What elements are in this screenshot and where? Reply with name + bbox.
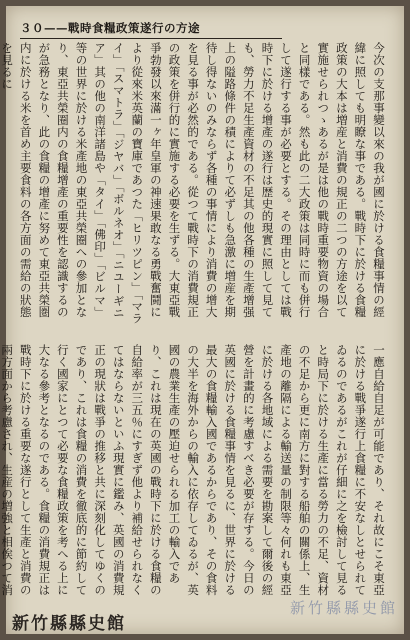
running-head: ３０——戰時食糧政策遂行の方途 [20,20,282,39]
library-stamp-blue: 新竹縣縣史館 [289,599,398,617]
library-stamp: 新竹縣縣史館 [12,614,126,634]
upper-text-block: 今次の支那事變以來の我が國に於ける食糧事情の經緯に照しても明瞭な事である。戰時下に於ける食糧政策の大本は増産と消費の規正の二つの方途を以て實施せられつゝあるが是は他の戰時重要物資の場合と同樣である。然も此の二大政策は同時に而も併行して遂行する事が必要とする。その理由としては戰時下に於ける增產の遂行は歴史的現實に照して見ても、勞力不足生產資材の不足其の他各種の生產增强上の隘路條件の積によりて必ずしも急激に増産を期待し得ないのみならず各種の事情により消費の增大を見る事が必然的である。從つて戰時下の消費規正の政策を併行的に實施する必要を生ずる。大東亞戰爭勃發以來滿一ヶ年皇軍の神速果敢なる勇戰奮鬪により從來米英蘭の寶庫であつた「ヒリツピン」「マライ」「スマトラ」「ジヤバ」「ボルネオ」「ニユーギニア」其の他の南洋諸島や「タイ」「佛印」「ビルマ」等の世界に於ける米產地の東亞共榮圈への參加となり、東亞共榮圈内の食糧增產の重要性を認識するのが急務となり、此の食糧の增產に努めて東亞共榮圏内に於ける米を首め主要食料の各方面の需給の狀態を見るに [0,42,386,325]
lower-text-block: 一應自給自足が可能であり、それ故にこそ東亞に於ける戰爭遂行上食糧に不安なしとせられてゐるのであるがこれが仔細に之を檢討して見ると時局下に於ける生產に當る勞力の不足、資材の不足から更に南方に對する船舶の關係上、生產地の離隔による輸送量の制限等々何れも東亞に於ける各地域による需要を勘案して爾後の經營を計畫的に考慮すべき必要が存する。今日の英國に於ける食糧事情を見るに、世界に於ける最大の食糧輸入國であるからであり、その食料の大半を海外からの輸入に依存してゐるが、英國の農業生產の壓迫せられる加工の輸入であり、これは現在の英國の戰時下に於ける食糧の自給率が三五％にすぎず他より補給せられなくてはならないといふ現實に鑑み、英國の消費規正の現狀は戰爭の推移と共に深刻化してゆくのであり、これは食糧の消費を徹底的に節約して行く國家にとつて必要な食糧政策を考へる上に大なる參考となるのである。食糧の消費規正は戰時下に於ける重要な遂行として生產と消費の兩方面から考慮され、生産の増強と相俟つて消 [0,344,386,596]
document-page [0,6,404,634]
